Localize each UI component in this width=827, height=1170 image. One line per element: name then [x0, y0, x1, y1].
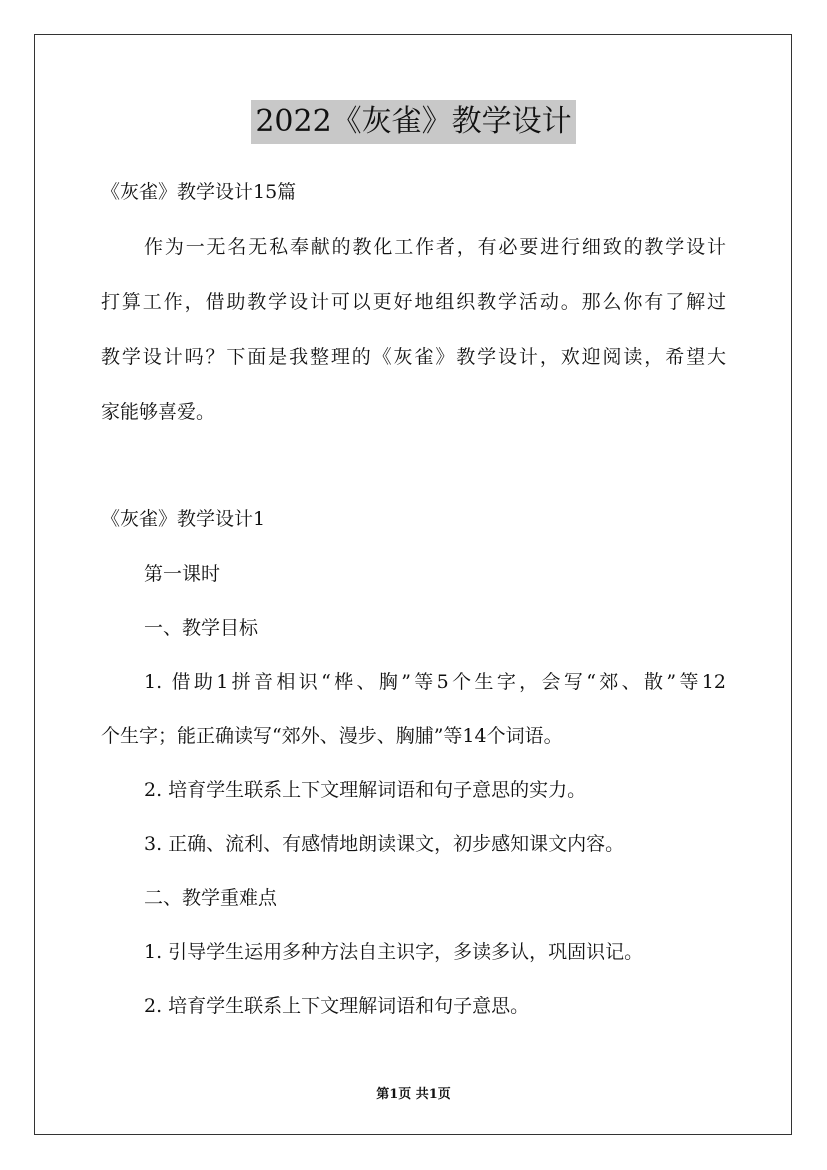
difficulty-1: 1. 引导学生运用多种方法自主识字，多读多认，巩固识记。: [144, 941, 644, 963]
document-title: 2022《灰雀》教学设计: [251, 100, 575, 144]
section-heading: 《灰雀》教学设计1: [101, 508, 266, 530]
goals-heading: 一、教学目标: [144, 617, 259, 639]
intro-line-4: 家能够喜爱。: [101, 401, 216, 423]
intro-line-3: 教学设计吗？下面是我整理的《灰雀》教学设计，欢迎阅读，希望大: [101, 346, 726, 368]
page-footer: 第1页 共1页: [376, 1087, 451, 1102]
document-subtitle: 《灰雀》教学设计15篇: [101, 181, 297, 203]
difficulty-heading: 二、教学重难点: [144, 887, 278, 909]
difficulty-2: 2. 培育学生联系上下文理解词语和句子意思。: [144, 995, 530, 1017]
goal-2: 2. 培育学生联系上下文理解词语和句子意思的实力。: [144, 779, 587, 801]
intro-line-1: 作为一无名无私奉献的教化工作者，有必要进行细致的教学设计: [144, 236, 726, 258]
goal-1-line-2: 个生字；能正确读写“郊外、漫步、胸脯”等14个词语。: [101, 725, 563, 747]
document-title-block: [0, 100, 827, 144]
goal-3: 3. 正确、流利、有感情地朗读课文，初步感知课文内容。: [144, 833, 625, 855]
intro-line-2: 打算工作，借助教学设计可以更好地组织教学活动。那么你有了解过: [101, 291, 726, 313]
goal-1-line-1: 1. 借助1拼音相识“桦、胸”等5个生字，会写“郊、散”等12: [144, 671, 726, 693]
lesson-label: 第一课时: [144, 563, 221, 585]
